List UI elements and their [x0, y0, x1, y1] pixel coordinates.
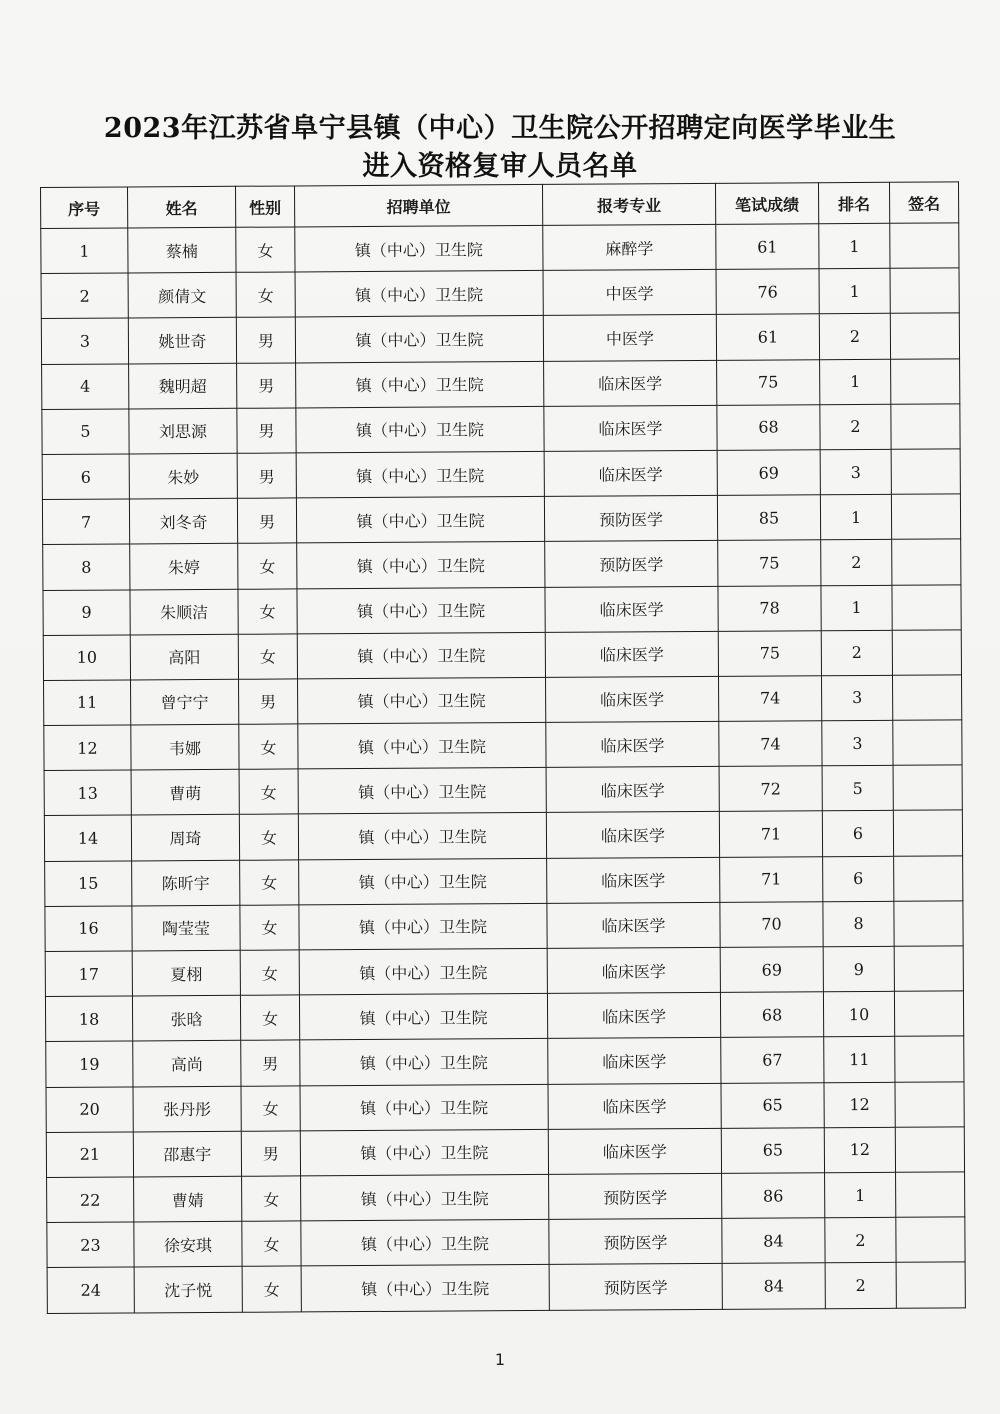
cell-major: 临床医学 [547, 993, 720, 1039]
cell-score: 76 [716, 269, 819, 315]
cell-major: 临床医学 [546, 812, 719, 858]
title-line-2: 进入资格复审人员名单 [362, 151, 638, 182]
cell-signature [891, 449, 960, 495]
cell-gender: 男 [241, 1131, 300, 1177]
cell-index: 7 [42, 499, 129, 545]
cell-index: 14 [44, 815, 131, 861]
cell-signature [895, 1081, 964, 1127]
cell-gender: 女 [240, 995, 299, 1041]
cell-major: 临床医学 [547, 902, 720, 948]
cell-score: 61 [716, 314, 819, 360]
cell-unit: 镇（中心）卫生院 [299, 858, 547, 905]
cell-rank: 2 [821, 540, 892, 586]
cell-score: 69 [717, 450, 820, 496]
cell-score: 61 [716, 224, 819, 270]
cell-signature [894, 991, 963, 1037]
page-number: 1 [494, 1350, 506, 1369]
cell-signature [891, 358, 960, 404]
cell-major: 临床医学 [546, 721, 719, 767]
cell-signature [894, 901, 963, 947]
cell-rank: 1 [825, 1172, 896, 1218]
cell-rank: 2 [821, 630, 892, 676]
cell-major: 预防医学 [549, 1264, 722, 1310]
cell-signature [892, 675, 961, 721]
cell-index: 19 [46, 1041, 133, 1087]
cell-name: 魏明超 [129, 363, 237, 409]
cell-score: 70 [720, 902, 823, 948]
cell-major: 预防医学 [549, 1218, 722, 1264]
cell-signature [890, 268, 959, 314]
cell-unit: 镇（中心）卫生院 [296, 406, 544, 453]
cell-unit: 镇（中心）卫生院 [299, 903, 547, 950]
cell-index: 20 [46, 1087, 133, 1133]
cell-signature [891, 404, 960, 450]
cell-unit: 镇（中心）卫生院 [298, 768, 546, 815]
cell-rank: 2 [825, 1217, 896, 1263]
cell-index: 23 [47, 1222, 134, 1268]
cell-signature [894, 856, 963, 902]
cell-gender: 女 [238, 588, 297, 634]
cell-unit: 镇（中心）卫生院 [298, 813, 546, 860]
cell-index: 8 [43, 544, 130, 590]
cell-signature [893, 765, 962, 811]
cell-gender: 女 [242, 1221, 301, 1267]
cell-name: 高阳 [130, 634, 238, 680]
cell-index: 4 [42, 364, 129, 410]
cell-signature [893, 720, 962, 766]
cell-gender: 女 [239, 769, 298, 815]
cell-unit: 镇（中心）卫生院 [298, 677, 546, 724]
cell-index: 1 [41, 228, 128, 274]
cell-gender: 女 [240, 860, 299, 906]
cell-index: 12 [44, 725, 131, 771]
cell-signature [892, 630, 961, 676]
cell-signature [895, 1036, 964, 1082]
cell-gender: 男 [237, 453, 296, 499]
cell-name: 曹萌 [131, 770, 239, 816]
cell-rank: 1 [821, 585, 892, 631]
cell-name: 陈昕宇 [132, 860, 240, 906]
cell-score: 78 [718, 585, 821, 631]
table-row [45, 901, 963, 952]
cell-index: 21 [46, 1132, 133, 1178]
cell-name: 刘思源 [129, 408, 237, 454]
cell-unit: 镇（中心）卫生院 [301, 1220, 549, 1267]
cell-gender: 女 [236, 272, 295, 318]
cell-rank: 2 [819, 314, 890, 360]
table-row [43, 539, 961, 590]
cell-score: 67 [721, 1037, 824, 1083]
cell-index: 16 [45, 906, 132, 952]
table-row [47, 1172, 965, 1223]
cell-signature [896, 1217, 965, 1263]
table-row [42, 404, 960, 455]
cell-rank: 8 [823, 901, 894, 947]
table-row [45, 856, 963, 907]
cell-unit: 镇（中心）卫生院 [301, 1174, 549, 1221]
cell-unit: 镇（中心）卫生院 [299, 994, 547, 1041]
cell-rank: 11 [824, 1037, 895, 1083]
cell-gender: 男 [239, 679, 298, 725]
cell-gender: 男 [237, 408, 296, 454]
cell-signature [896, 1172, 965, 1218]
cell-index: 15 [45, 861, 132, 907]
table-row [43, 584, 961, 635]
header-cell-rank: 排名 [818, 182, 889, 223]
table-row [41, 268, 959, 319]
title-line-1: 2023年江苏省阜宁县镇（中心）卫生院公开招聘定向医学毕业生 [103, 113, 897, 144]
cell-score: 65 [721, 1082, 824, 1128]
cell-major: 临床医学 [548, 1128, 721, 1174]
cell-name: 蔡楠 [128, 227, 236, 273]
cell-gender: 女 [240, 950, 299, 996]
cell-gender: 女 [238, 543, 297, 589]
cell-unit: 镇（中心）卫生院 [296, 497, 544, 544]
cell-signature [896, 1262, 965, 1308]
cell-index: 17 [45, 951, 132, 997]
cell-gender: 女 [239, 814, 298, 860]
cell-score: 68 [717, 404, 820, 450]
cell-rank: 10 [823, 991, 894, 1037]
cell-name: 高尚 [133, 1041, 241, 1087]
cell-index: 2 [41, 273, 128, 319]
table-row [45, 991, 963, 1042]
cell-name: 曹婧 [134, 1176, 242, 1222]
table-row [41, 313, 959, 364]
cell-name: 韦娜 [131, 724, 239, 770]
cell-unit: 镇（中心）卫生院 [296, 361, 544, 408]
table-header-row [41, 182, 959, 229]
table-row [46, 1036, 964, 1087]
candidate-table-wrapper [40, 181, 965, 1313]
cell-score: 69 [720, 947, 823, 993]
table-row [47, 1262, 965, 1313]
header-cell-unit: 招聘单位 [294, 184, 542, 227]
table-row [46, 1081, 964, 1132]
cell-score: 85 [717, 495, 820, 541]
header-cell-gender: 性别 [235, 186, 294, 227]
header-cell-name: 姓名 [128, 186, 236, 228]
cell-index: 3 [41, 318, 128, 364]
cell-score: 86 [722, 1173, 825, 1219]
cell-gender: 女 [241, 1085, 300, 1131]
cell-score: 84 [722, 1263, 825, 1309]
cell-index: 22 [47, 1177, 134, 1223]
cell-score: 65 [721, 1127, 824, 1173]
cell-major: 临床医学 [547, 947, 720, 993]
cell-rank: 12 [824, 1127, 895, 1173]
cell-major: 临床医学 [545, 631, 718, 677]
cell-unit: 镇（中心）卫生院 [301, 1265, 549, 1312]
cell-rank: 6 [823, 856, 894, 902]
cell-rank: 9 [823, 946, 894, 992]
table-row [42, 358, 960, 409]
cell-name: 朱妙 [129, 453, 237, 499]
cell-name: 邵惠宇 [133, 1131, 241, 1177]
cell-gender: 男 [237, 498, 296, 544]
cell-unit: 镇（中心）卫生院 [297, 587, 545, 634]
table-row [42, 449, 960, 500]
cell-rank: 3 [822, 720, 893, 766]
cell-major: 中医学 [543, 270, 716, 316]
cell-signature [894, 946, 963, 992]
cell-signature [892, 539, 961, 585]
cell-index: 24 [47, 1267, 134, 1313]
table-row [43, 630, 961, 681]
cell-rank: 1 [819, 268, 890, 314]
table-row [46, 1127, 964, 1178]
cell-unit: 镇（中心）卫生院 [295, 225, 543, 272]
cell-gender: 男 [241, 1040, 300, 1086]
cell-signature [891, 494, 960, 540]
cell-gender: 男 [237, 363, 296, 409]
cell-major: 临床医学 [544, 450, 717, 496]
cell-unit: 镇（中心）卫生院 [300, 1129, 548, 1176]
cell-index: 10 [43, 635, 130, 681]
cell-rank: 12 [824, 1082, 895, 1128]
header-cell-major: 报考专业 [542, 183, 715, 225]
cell-gender: 女 [242, 1266, 301, 1312]
header-cell-index: 序号 [41, 187, 128, 229]
cell-score: 71 [719, 811, 822, 857]
cell-gender: 女 [242, 1176, 301, 1222]
candidate-table [40, 181, 966, 1313]
cell-name: 周琦 [131, 815, 239, 861]
cell-gender: 女 [236, 227, 295, 273]
cell-gender: 女 [240, 905, 299, 951]
cell-index: 13 [44, 770, 131, 816]
cell-major: 预防医学 [545, 541, 718, 587]
table-row [41, 223, 959, 274]
cell-unit: 镇（中心）卫生院 [300, 1084, 548, 1131]
cell-gender: 女 [238, 634, 297, 680]
cell-unit: 镇（中心）卫生院 [297, 542, 545, 589]
cell-index: 11 [44, 680, 131, 726]
table-row [44, 720, 962, 771]
table-row [44, 810, 962, 861]
cell-major: 麻醉学 [543, 224, 716, 270]
cell-major: 临床医学 [548, 1038, 721, 1084]
cell-rank: 1 [820, 494, 891, 540]
cell-name: 沈子悦 [134, 1267, 242, 1313]
cell-major: 临床医学 [544, 405, 717, 451]
cell-major: 临床医学 [546, 676, 719, 722]
cell-name: 姚世奇 [128, 318, 236, 364]
document-title [60, 110, 940, 186]
cell-rank: 3 [821, 675, 892, 721]
cell-gender: 男 [236, 317, 295, 363]
cell-unit: 镇（中心）卫生院 [300, 1039, 548, 1086]
cell-name: 刘冬奇 [129, 498, 237, 544]
cell-rank: 1 [820, 359, 891, 405]
cell-score: 75 [717, 359, 820, 405]
cell-name: 陶莹莹 [132, 905, 240, 951]
cell-index: 5 [42, 409, 129, 455]
cell-rank: 2 [820, 404, 891, 450]
cell-score: 74 [719, 721, 822, 767]
table-row [47, 1217, 965, 1268]
table-row [45, 946, 963, 997]
cell-score: 75 [718, 540, 821, 586]
cell-unit: 镇（中心）卫生院 [295, 316, 543, 363]
cell-major: 预防医学 [544, 495, 717, 541]
cell-score: 75 [718, 630, 821, 676]
cell-name: 徐安琪 [134, 1221, 242, 1267]
cell-gender: 女 [239, 724, 298, 770]
cell-major: 临床医学 [547, 857, 720, 903]
cell-score: 72 [719, 766, 822, 812]
cell-name: 颜倩文 [128, 272, 236, 318]
cell-name: 曾宁宁 [131, 679, 239, 725]
cell-rank: 5 [822, 766, 893, 812]
cell-rank: 3 [820, 449, 891, 495]
cell-signature [892, 584, 961, 630]
cell-rank: 2 [825, 1263, 896, 1309]
cell-name: 张丹彤 [133, 1086, 241, 1132]
cell-name: 朱婷 [130, 544, 238, 590]
cell-unit: 镇（中心）卫生院 [297, 632, 545, 679]
header-cell-score: 笔试成绩 [715, 183, 818, 225]
cell-unit: 镇（中心）卫生院 [296, 451, 544, 498]
table-body [41, 223, 966, 1313]
cell-index: 6 [42, 454, 129, 500]
cell-signature [893, 810, 962, 856]
cell-major: 临床医学 [546, 767, 719, 813]
table-row [44, 675, 962, 726]
cell-major: 临床医学 [545, 586, 718, 632]
cell-major: 预防医学 [549, 1173, 722, 1219]
cell-index: 9 [43, 589, 130, 635]
cell-signature [895, 1127, 964, 1173]
cell-major: 中医学 [543, 315, 716, 361]
cell-unit: 镇（中心）卫生院 [299, 948, 547, 995]
cell-name: 夏栩 [132, 950, 240, 996]
cell-rank: 6 [822, 811, 893, 857]
cell-score: 68 [720, 992, 823, 1038]
cell-score: 84 [722, 1218, 825, 1264]
cell-score: 71 [720, 856, 823, 902]
header-cell-signature: 签名 [889, 182, 958, 223]
cell-name: 张晗 [132, 995, 240, 1041]
cell-signature [890, 223, 959, 269]
cell-signature [890, 313, 959, 359]
table-row [44, 765, 962, 816]
cell-major: 临床医学 [544, 360, 717, 406]
cell-unit: 镇（中心）卫生院 [295, 271, 543, 318]
cell-index: 18 [45, 996, 132, 1042]
cell-unit: 镇（中心）卫生院 [298, 722, 546, 769]
table-row [42, 494, 960, 545]
cell-name: 朱顺洁 [130, 589, 238, 635]
cell-score: 74 [719, 676, 822, 722]
cell-major: 临床医学 [548, 1083, 721, 1129]
cell-rank: 1 [819, 223, 890, 269]
